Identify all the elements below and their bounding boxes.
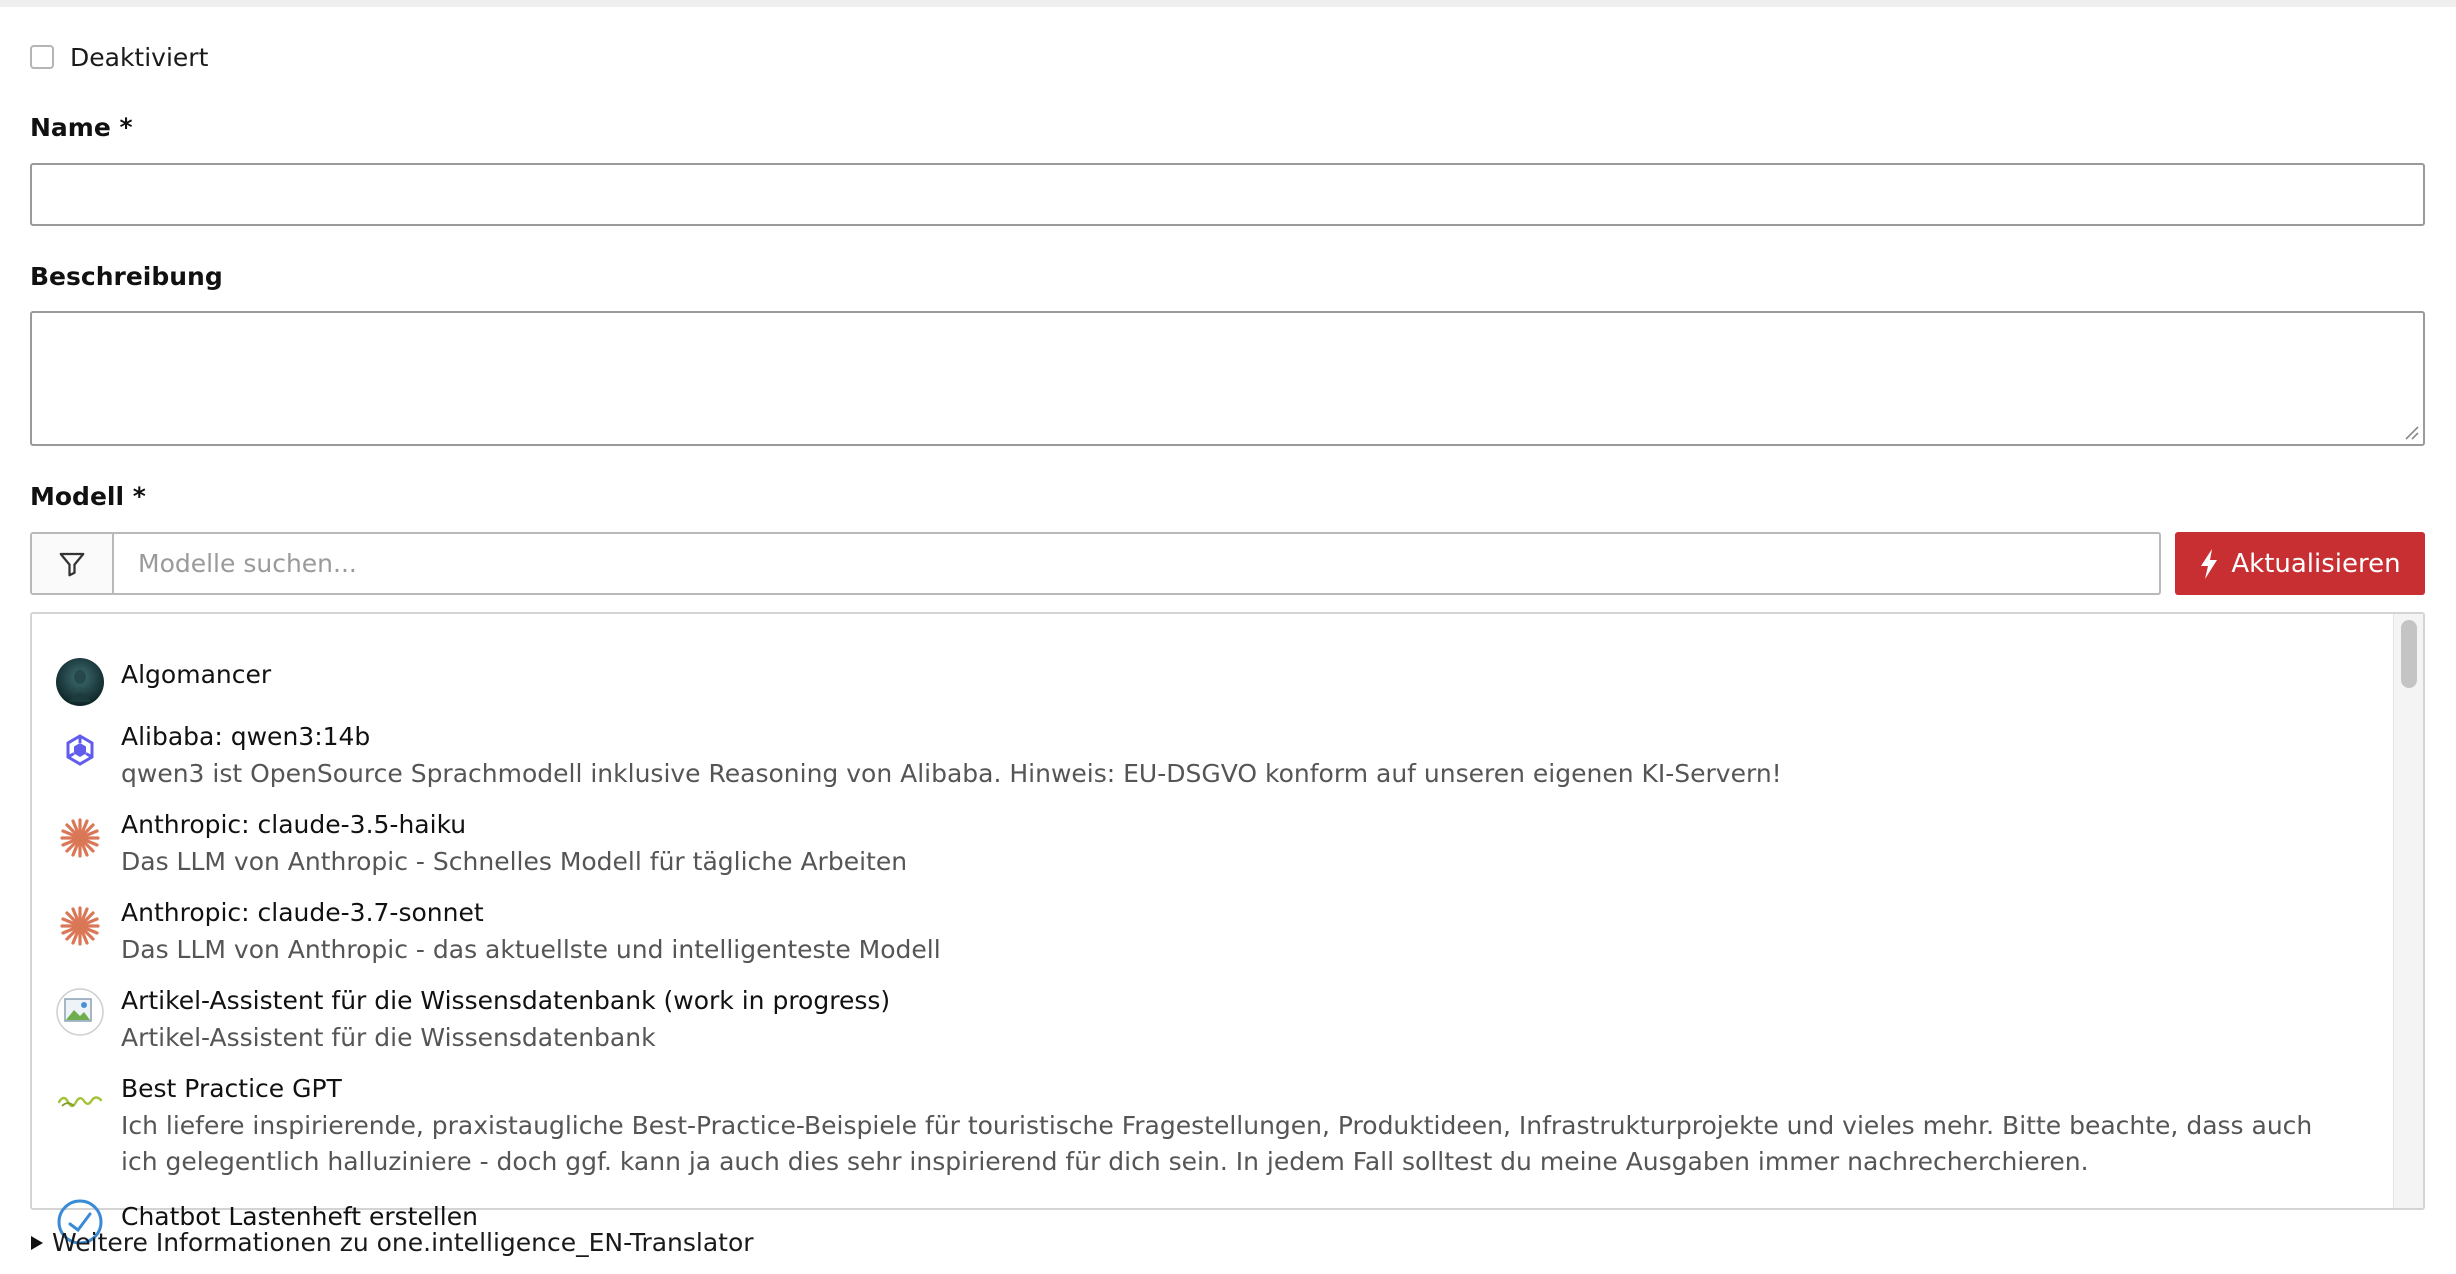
model-title: Best Practice GPT bbox=[121, 1074, 342, 1103]
filter-button[interactable] bbox=[32, 534, 114, 593]
anthropic-logo-icon bbox=[56, 902, 104, 950]
model-list[interactable] bbox=[30, 612, 2425, 1231]
model-title: Anthropic: claude-3.7-sonnet bbox=[121, 898, 484, 927]
triangle-right-icon bbox=[30, 1235, 44, 1251]
model-list-item[interactable] bbox=[32, 800, 2372, 890]
details-summary-label: Weitere Informationen zu one.intelligence_EN-Translator bbox=[52, 1228, 754, 1257]
model-list-item[interactable] bbox=[32, 642, 2372, 702]
broken-image-icon bbox=[56, 988, 104, 1036]
deactivated-label: Deaktiviert bbox=[70, 42, 209, 72]
model-list-item[interactable] bbox=[32, 888, 2372, 978]
model-search-group bbox=[30, 532, 2161, 595]
refresh-button[interactable] bbox=[2175, 532, 2425, 595]
name-label: Name * bbox=[30, 113, 133, 142]
details-toggle[interactable] bbox=[30, 1228, 754, 1257]
model-list-item[interactable] bbox=[32, 976, 2372, 1066]
algomancer-avatar-icon bbox=[56, 658, 104, 706]
lightning-icon bbox=[2199, 549, 2219, 579]
model-list-item[interactable] bbox=[32, 712, 2372, 802]
description-textarea[interactable] bbox=[30, 311, 2425, 446]
model-description: Artikel-Assistent für die Wissensdatenbank bbox=[121, 1023, 656, 1052]
name-input[interactable] bbox=[30, 163, 2425, 226]
model-title: Alibaba: qwen3:14b bbox=[121, 722, 371, 751]
model-title: Anthropic: claude-3.5-haiku bbox=[121, 810, 467, 839]
best-practice-logo-icon bbox=[56, 1078, 104, 1126]
model-description: Ich liefere inspirierende, praxistaugliche Best-Practice-Beispiele für touristische Fragestellungen, Produktideen, Infrastrukturprojekte und vieles mehr. Bitte beachte, dass auch ich gelegentlich halluziniere - doch ggf. kann ja auch dies sehr inspirierend für dich sein. In jedem Fall solltest du meine Ausgaben immer nachrecherchieren. bbox=[121, 1111, 2313, 1176]
top-bar bbox=[0, 0, 2456, 7]
model-title: Chatbot Lastenheft erstellen bbox=[121, 1202, 478, 1231]
deactivated-checkbox-row[interactable] bbox=[30, 40, 208, 74]
list-scrollbar-thumb[interactable] bbox=[2401, 620, 2417, 688]
anthropic-logo-icon bbox=[56, 814, 104, 862]
model-title: Artikel-Assistent für die Wissensdatenbank (work in progress) bbox=[121, 986, 891, 1015]
model-title: Algomancer bbox=[121, 660, 272, 689]
refresh-button-label: Aktualisieren bbox=[2231, 548, 2401, 579]
description-label: Beschreibung bbox=[30, 262, 223, 291]
filter-icon bbox=[57, 549, 87, 579]
model-label: Modell * bbox=[30, 482, 146, 511]
model-list-item[interactable] bbox=[32, 1064, 2372, 1190]
deactivated-checkbox[interactable] bbox=[30, 45, 54, 69]
model-description: Das LLM von Anthropic - Schnelles Modell für tägliche Arbeiten bbox=[121, 847, 908, 876]
qwen-logo-icon bbox=[56, 726, 104, 774]
list-scrollbar[interactable] bbox=[2393, 614, 2423, 1208]
model-search-input[interactable]: Modelle suchen... bbox=[138, 549, 357, 578]
resize-grip-icon[interactable] bbox=[2403, 424, 2419, 440]
model-description: Das LLM von Anthropic - das aktuellste und intelligenteste Modell bbox=[121, 935, 941, 964]
model-description: qwen3 ist OpenSource Sprachmodell inklusive Reasoning von Alibaba. Hinweis: EU-DSGVO konform auf unseren eigenen KI-Servern! bbox=[121, 759, 1782, 788]
